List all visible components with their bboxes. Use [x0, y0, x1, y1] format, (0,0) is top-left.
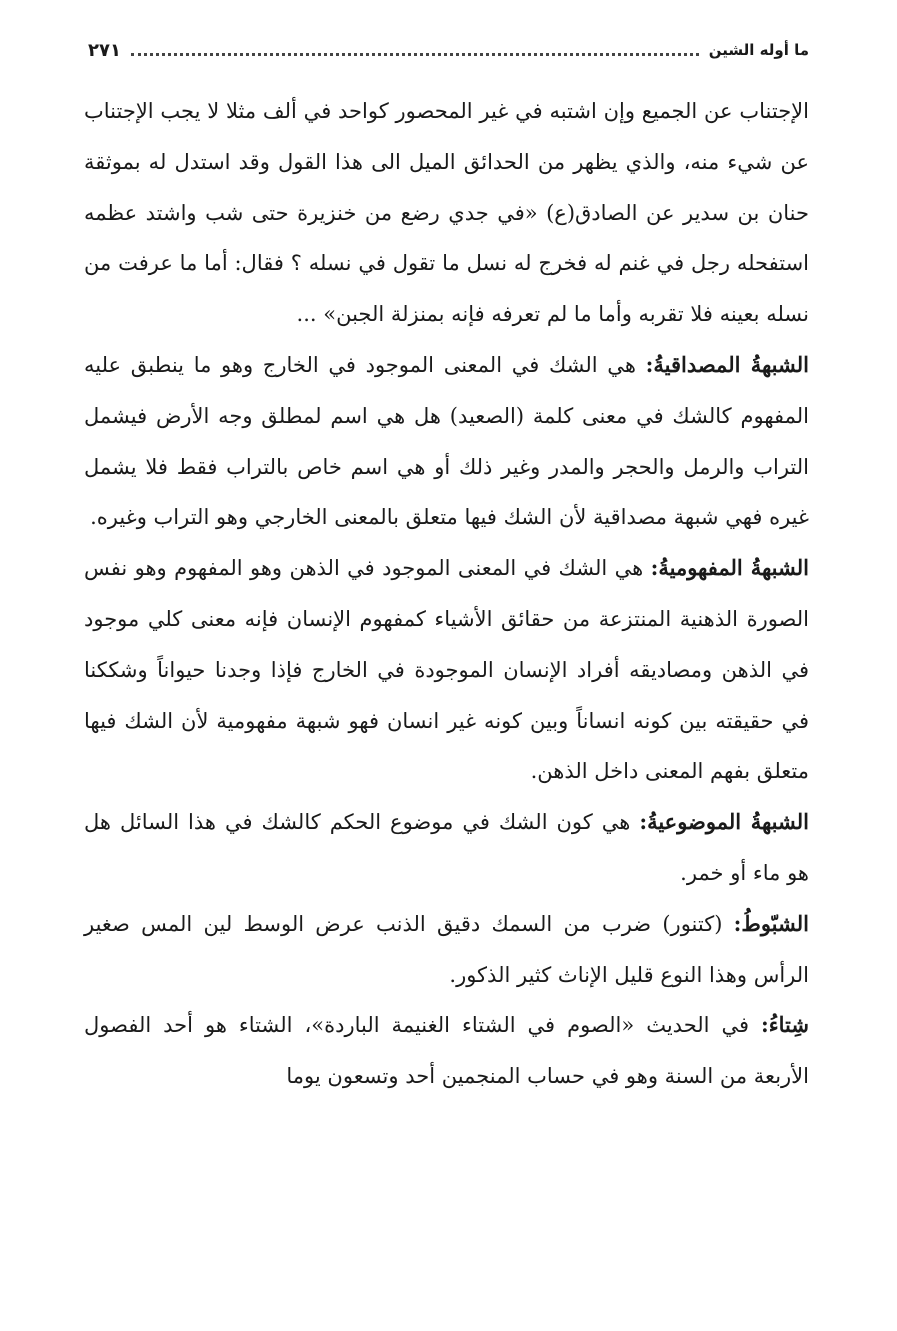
entry-shubha-misdaqiya: [84, 340, 809, 543]
entry-term: الشبّوطُ:: [733, 910, 809, 936]
entry-definition: (كتنور) ضرب من السمك دقيق الذنب عرض الوسط لين المس صغير الرأس وهذا النوع قليل الإناث كثير الذكور.: [84, 911, 809, 987]
paragraph-continuation: [84, 86, 809, 340]
entry-definition: هي الشك في المعنى الموجود في الذهن وهو المفهوم وهو نفس الصورة الذهنية المنتزعة من حقائق الأشياء كمفهوم الإنسان فإنه معنى كلي موجود في الذهن ومصاديقه أفراد الإنسان الموجودة في الخارج فإذا وجدنا حيواناً وشككنا في حقيقته بين كونه انساناً وبين كونه غير انسان فهو شبهة مفهومية لأن الشك فيها متعلق بفهم المعنى داخل الذهن.: [84, 556, 810, 784]
dot-leader: [131, 53, 699, 56]
entry-shita: [84, 1000, 809, 1102]
entry-shubha-mawduiya: [84, 797, 809, 899]
entry-definition: هي الشك في المعنى الموجود في الخارج وهو ما ينطبق عليه المفهوم كالشك في معنى كلمة (الصعيد) هل هي اسم لمطلق وجه الأرض فيشمل التراب والرمل والحجر والمدر وغير ذلك أو هي اسم خاص بالتراب فقط فلا يشمل غيره فهي شبهة مصداقية لأن الشك فيها متعلق بالمعنى الخارجي وهو التراب وغيره.: [84, 352, 809, 530]
entry-term: شِتاءُ:: [761, 1012, 809, 1038]
entry-definition: هي كون الشك في موضوع الحكم كالشك في هذا السائل هل هو ماء أو خمر.: [84, 810, 809, 885]
entry-term: الشبهةُ المفهوميةُ:: [650, 555, 809, 581]
entry-term: الشبهةُ المصداقيةُ:: [645, 351, 809, 377]
page-header: [88, 30, 809, 70]
entry-shabbut: [84, 899, 809, 1001]
entry-term: الشبهةُ الموضوعيةُ:: [639, 809, 809, 835]
body-text: [84, 86, 809, 1102]
page-number: ٢٧١: [88, 39, 121, 61]
entry-definition: في الحديث «الصوم في الشتاء الغنيمة الباردة»، الشتاء هو أحد الفصول الأربعة من السنة وهو في حساب المنجمين أحد وتسعون يوما: [84, 1013, 809, 1089]
paragraph-text: الإجتناب عن الجميع وإن اشتبه في غير المحصور كواحد في ألف مثلا لا يجب الإجتناب عن شيء منه، والذي يظهر من الحدائق الميل الى هذا القول وقد استدل له بموثقة حنان بن سدير عن الصادق(ع) «في جدي رضع من خنزيرة حتى شب واشتد عظمه استفحله رجل في غنم له فخرج له نسل ما تقول في نسله ؟ فقال: أما ما عرفت من نسله بعينه فلا تقربه وأما ما لم تعرفه فإنه بمنزلة الجبن» ...: [84, 99, 809, 327]
entry-shubha-mafhumiya: [84, 543, 809, 797]
running-title: ما أوله الشين: [708, 41, 809, 59]
